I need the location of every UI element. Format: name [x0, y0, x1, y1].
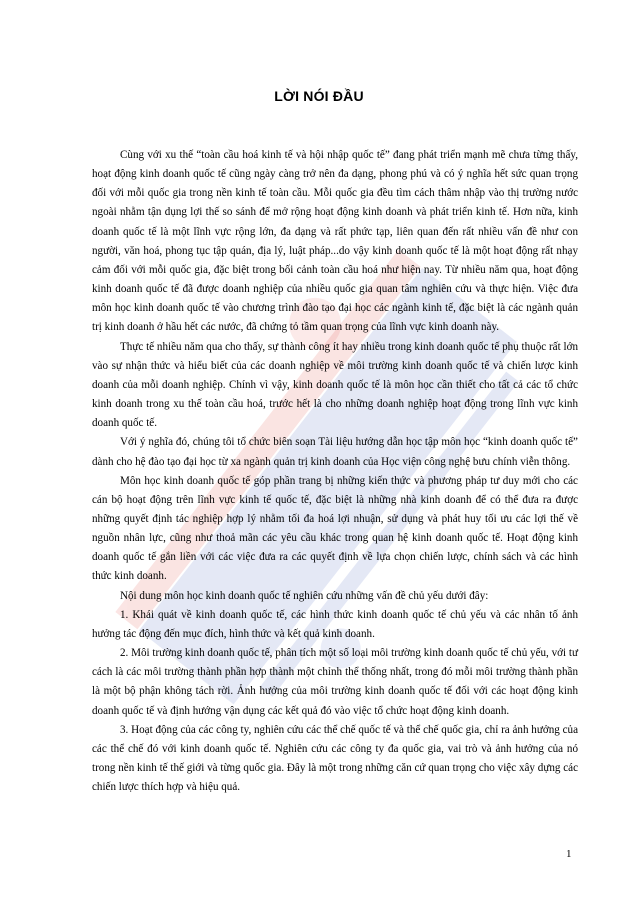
paragraph: Cùng với xu thế “toàn cầu hoá kinh tế và hội nhập quốc tế” đang phát triển mạnh mẽ chưa từng thấy, hoạt động kinh doanh quốc tế cũng ngày càng trở nên đa dạng, phong phú và có ý nghĩa hết sức quan trọng đối với mỗi quốc gia trong nền kinh tế toàn cầu. Mỗi quốc gia đều tìm cách thâm nhập vào thị trường nước ngoài nhằm tận dụng lợi thế so sánh để mở rộng hoạt động kinh doanh và phát triển kinh tế. Hơn nữa, kinh doanh quốc tế là một lĩnh vực rộng lớn, đa dạng và rất phức tạp, liên quan đến rất nhiều vấn đề như con người, văn hoá, phong tục tập quán, địa lý, luật pháp...do vậy kinh doanh quốc tế là một hoạt động rất nhạy cảm đối với mỗi quốc gia, đặc biệt trong bối cảnh toàn cầu hoá như hiện nay. Từ nhiều năm qua, hoạt động kinh doanh quốc tế đã được doanh nghiệp của nhiều quốc gia quan tâm nghiên cứu và thực hiện. Việc đưa môn học kinh doanh quốc tế vào chương trình đào tạo đại học các ngành kinh tế, đặc biệt là các ngành quản trị kinh doanh ở hầu hết các nước, đã chứng tỏ tầm quan trọng của lĩnh vực kinh doanh này. [92, 149, 578, 334]
list-item: 3. Hoạt động của các công ty, nghiên cứu các thể chế quốc tế và thể chế quốc gia, chỉ ra ảnh hưởng của các thể chế đó với kinh doanh quốc tế. Nghiên cứu các công ty đa quốc gia, vai trò và ảnh hưởng của nó trong nền kinh tế thế giới và từng quốc gia. Đây là một trong những căn cứ quan trọng cho việc xây dựng các chiến lược thích hợp và hiệu quả. [92, 723, 578, 794]
paragraph: Nội dung môn học kinh doanh quốc tế nghiên cứu những vấn đề chủ yếu dưới đây: [120, 589, 489, 602]
paragraph: Môn học kinh doanh quốc tế góp phần trang bị những kiến thức và phương pháp tư duy mới cho các cán bộ hoạt động trên lĩnh vực kinh tế quốc tế, đặc biệt là những nhà kinh doanh để có thể đưa ra được những quyết định tác nghiệp hợp lý nhằm tối đa hoá lợi nhuận, sử dụng và phát huy tối ưu các lợi thế về nguồn nhân lực, cũng như thoả mãn các yêu cầu khác trong quan hệ kinh doanh quốc tế. Hoạt động kinh doanh quốc tế gắn liền với các việc đưa ra các quyết định về lựa chọn chiến lược, chính sách và các hình thức kinh doanh. [92, 474, 578, 583]
paragraph: Với ý nghĩa đó, chúng tôi tổ chức biên soạn Tài liệu hướng dẫn học tập môn học “kinh doanh quốc tế” dành cho hệ đào tạo đại học từ xa ngành quản trị kinh doanh của Học viện công nghệ bưu chính viễn thông. [92, 436, 578, 468]
page-number: 1 [566, 848, 572, 860]
list-item: 1. Khái quát về kinh doanh quốc tế, các hình thức kinh doanh quốc tế chủ yếu và các nhân tố ảnh hưởng tác động đến mục đích, hình thức và kết quả kinh doanh. [92, 608, 578, 640]
list-item: 2. Môi trường kinh doanh quốc tế, phân tích một số loại môi trường kinh doanh quốc tế chủ yếu, với tư cách là các môi trường thành phần hợp thành một chỉnh thể thống nhất, trong đó mỗi môi trường thành phần là một bộ phận không tách rời. Ảnh hưởng của môi trường kinh doanh quốc tế đối với các hoạt động kinh doanh quốc tế và định hướng vận dụng các kết quả đó vào việc tổ chức hoạt động kinh doanh. [92, 647, 578, 717]
paragraph: Thực tế nhiều năm qua cho thấy, sự thành công ít hay nhiều trong kinh doanh quốc tế phụ thuộc rất lớn vào sự nhận thức và hiểu biết của các doanh nghiệp về môi trường kinh doanh quốc tế và chiến lược kinh doanh của mỗi doanh nghiệp. Chính vì vậy, kinh doanh quốc tế là môn học cần thiết cho tất cả các tổ chức kinh doanh trong xu thế toàn cầu hoá, trước hết là cho những doanh nghiệp hoạt động trong lĩnh vực kinh doanh quốc tế. [92, 340, 578, 430]
body-text [92, 146, 578, 797]
page-title: LỜI NÓI ĐẦU [274, 88, 364, 104]
